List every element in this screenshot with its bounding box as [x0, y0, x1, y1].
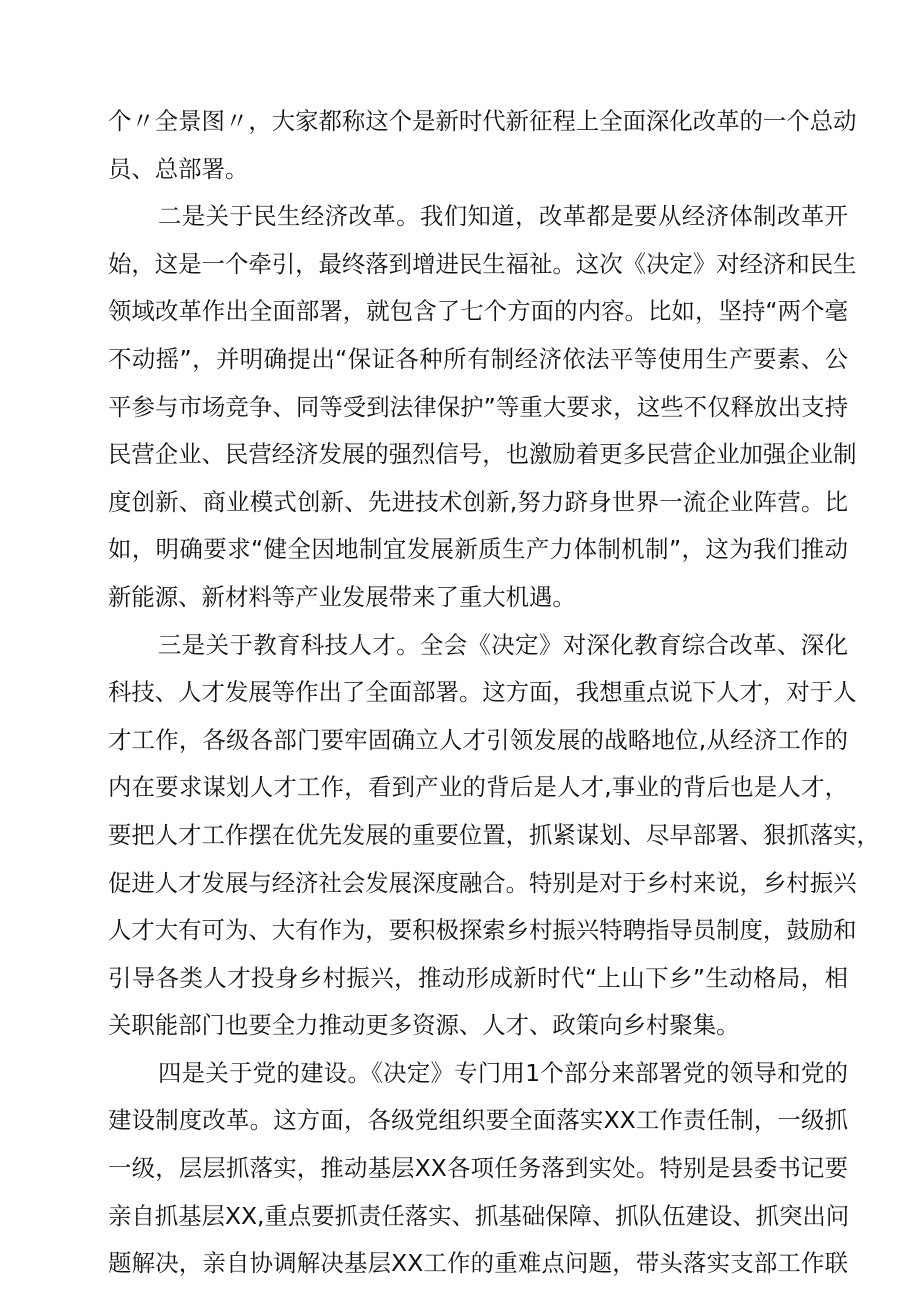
text-line: 人才大有可为、大有作为，要积极探索乡村振兴特聘指导员制度，鼓励和 [108, 916, 857, 945]
text-line: 关职能部门也要全力推动更多资源、人才、政策向乡村聚集。 [108, 1011, 740, 1040]
text-line: 内在要求谋划人才工作，看到产业的背后是人才,事业的背后也是人才， [108, 773, 848, 802]
text-line: 引导各类人才投身乡村振兴，推动形成新时代“上山下乡”生动格局，相 [108, 963, 848, 992]
text-line: 平参与市场竞争、同等受到法律保护”等重大要求，这些不仅释放出支持 [108, 392, 848, 421]
text-line: 领域改革作出全面部署，就包含了七个方面的内容。比如，坚持“两个毫 [108, 297, 848, 326]
text-line: 新能源、新材料等产业发展带来了重大机遇。 [108, 582, 576, 611]
text-line: 始，这是一个牵引，最终落到增进民生福祉。这次《决定》对经济和民生 [108, 249, 857, 278]
text-line: 不动摇”，并明确提出“保证各种所有制经济依法平等使用生产要素、公 [108, 344, 848, 373]
text-line: 员、总部署。 [108, 154, 249, 183]
text-line: 建设制度改革。这方面，各级党组织要全面落实XX工作责任制，一级抓 [108, 1106, 848, 1135]
text-line: 如，明确要求“健全因地制宜发展新质生产力体制机制”，这为我们推动 [108, 535, 848, 564]
text-line: 题解决，亲自协调解决基层XX工作的重难点问题，带头落实支部工作联 [108, 1249, 848, 1278]
text-line: 二是关于民生经济改革。我们知道，改革都是要从经济体制改革开 [158, 202, 848, 231]
text-line: 民营企业、民营经济发展的强烈信号，也激励着更多民营企业加强企业制 [108, 440, 857, 469]
text-line: 亲自抓基层XX,重点要抓责任落实、抓基础保障、抓队伍建设、抓突出问 [108, 1201, 850, 1230]
document-body [108, 98, 880, 1288]
text-line: 才工作，各级各部门要牢固确立人才引领发展的战略地位,从经济工作的 [108, 725, 848, 754]
text-line: 个〃全景图〃，大家都称这个是新时代新征程上全面深化改革的一个总动 [108, 107, 857, 135]
text-line: 促进人才发展与经济社会发展深度融合。特别是对于乡村来说，乡村振兴 [108, 868, 857, 897]
text-line: 度创新、商业模式创新、先进技术创新,努力跻身世界一流企业阵营。比 [108, 487, 848, 516]
text-line: 一级，层层抓落实，推动基层XX各项任务落到实处。特别是县委书记要 [108, 1154, 848, 1183]
text-line: 三是关于教育科技人才。全会《决定》对深化教育综合改革、深化 [158, 630, 848, 659]
text-line: 科技、人才发展等作出了全面部署。这方面，我想重点说下人才，对于人 [108, 678, 857, 707]
text-line: 要把人才工作摆在优先发展的重要位置，抓紧谋划、尽早部署、狠抓落实， [108, 820, 880, 849]
text-line: 四是关于党的建设。《决定》专门用1个部分来部署党的领导和党的 [158, 1058, 848, 1087]
